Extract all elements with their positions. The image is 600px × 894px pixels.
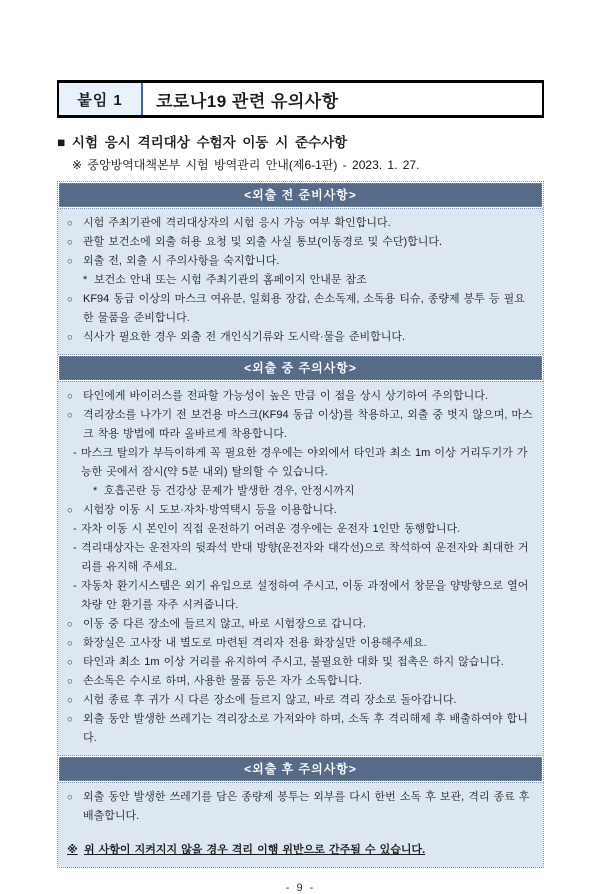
guideline-section (58, 356, 543, 756)
list-item-text: KF94 동급 이상의 마스크 여유분, 일회용 장갑, 손소독제, 소독용 티슈, 종량제 봉투 등 필요한 물품을 준비합니다. (83, 293, 525, 324)
page-title: 코로나19 관련 유의사항 (156, 91, 339, 111)
bullet-icon: ○ (67, 619, 73, 630)
list-item-text: 격리대상자는 운전자의 뒷좌석 반대 방향(운전자와 대각선)으로 착석하여 운전자와 최대한 거리를 유지해 주세요. (81, 542, 529, 573)
list-item (67, 328, 534, 347)
attachment-badge: 붙임 1 (59, 83, 143, 115)
list-item-text: 시험장 이동 시 도보·자차·방역택시 등을 이용합니다. (83, 504, 337, 516)
page-number: - 9 - (285, 882, 316, 894)
bullet-icon: ○ (67, 695, 73, 706)
list-item (67, 841, 534, 860)
guideline-section (58, 757, 543, 867)
list-item-text: 시험 주최기관에 격리대상자의 시험 응시 가능 여부 확인합니다. (83, 217, 391, 229)
list-item (73, 577, 534, 615)
list-item (83, 271, 534, 290)
bullet-icon: ○ (67, 410, 73, 421)
list-item (67, 501, 534, 520)
list-item (67, 672, 534, 691)
list-item (67, 233, 534, 252)
bullet-icon: ○ (67, 676, 73, 687)
guideline-section (58, 183, 543, 355)
list-item-text: 타인과 최소 1m 이상 거리를 유지하여 주시고, 불필요한 대화 및 접촉은 하지 않습니다. (83, 656, 504, 668)
list-item-text: 손소독은 수시로 하며, 사용한 물품 등은 자가 소독합니다. (83, 675, 362, 687)
section-header: <외출 중 주의사항> (59, 356, 542, 380)
list-item-text: 화장실은 고사장 내 별도로 마련된 격리자 전용 화장실만 이용해주세요. (83, 637, 427, 649)
list-item (73, 444, 534, 482)
bullet-icon: ○ (67, 657, 73, 668)
list-item-text: 자동차 환기시스템은 외기 유입으로 설정하여 주시고, 이동 과정에서 창문을 양방향으로 열어 차량 안 환기를 자주 시켜줍니다. (81, 580, 529, 611)
section-header: <외출 후 주의사항> (59, 757, 542, 781)
list-item-text: 외출 전, 외출 시 주의사항을 숙지합니다. (83, 255, 280, 267)
bullet-icon: ○ (67, 792, 73, 803)
bullet-icon: - (73, 523, 77, 535)
bullet-icon: ○ (67, 714, 73, 725)
list-item (67, 634, 534, 653)
list-item-text: 시험 종료 후 귀가 시 다른 장소에 들르지 않고, 바로 격리 장소로 돌아갑니다. (83, 694, 457, 706)
guideline-table (57, 181, 544, 868)
list-item (73, 539, 534, 577)
list-item-text: 외출 동안 발생한 쓰레기를 담은 종량제 봉투는 외부를 다시 한번 소독 후 보관, 격리 종료 후 배출합니다. (83, 791, 530, 822)
reference-note: ※ 중앙방역대책본부 시험 방역관리 안내(제6-1판) - 2023. 1. 27. (72, 158, 420, 172)
list-item (67, 214, 534, 233)
list-item-text: 자차 이동 시 본인이 직접 운전하기 어려운 경우에는 운전자 1인만 동행합니다. (81, 523, 461, 535)
bullet-icon: - (73, 580, 77, 592)
section-heading: ■ 시험 응시 격리대상 수험자 이동 시 준수사항 (57, 135, 348, 150)
bullet-icon: * (83, 274, 88, 286)
list-item-text: 타인에게 바이러스를 전파할 가능성이 높은 만큼 이 점을 상시 상기하여 주의합니다. (83, 390, 488, 402)
list-item (67, 406, 534, 444)
section-content (58, 782, 543, 867)
bullet-icon: - (73, 447, 77, 459)
list-item-text: 마스크 탈의가 부득이하게 꼭 필요한 경우에는 야외에서 타인과 최소 1m 이상 거리두기가 가능한 곳에서 잠시(약 5분 내외) 탈의할 수 있습니다. (81, 447, 528, 478)
list-item (67, 788, 534, 826)
document-body (57, 80, 544, 894)
list-item (67, 252, 534, 271)
list-item-text: 보건소 안내 또는 시험 주최기관의 홈페이지 안내문 참조 (94, 274, 367, 286)
list-item (67, 290, 534, 328)
list-item (67, 691, 534, 710)
bullet-icon: * (93, 485, 98, 497)
list-item-text: 격리장소를 나가기 전 보건용 마스크(KF94 동급 이상)를 착용하고, 외출 중 벗지 않으며, 마스크 착용 방법에 따라 올바르게 착용합니다. (83, 409, 533, 440)
list-item-text: 관할 보건소에 외출 허용 요청 및 외출 사실 통보(이동경로 및 수단)합니다. (83, 236, 443, 248)
list-item-text: 위 사항이 지켜지지 않을 경우 격리 이행 위반으로 간주될 수 있습니다. (84, 844, 426, 856)
list-item-text: 외출 동안 발생한 쓰레기는 격리장소로 가져와야 하며, 소독 후 격리해제 후 배출하여야 합니다. (83, 713, 528, 744)
list-item (67, 710, 534, 748)
bullet-icon: ※ (67, 844, 78, 856)
bullet-icon: - (73, 542, 77, 554)
list-item (67, 387, 534, 406)
bullet-icon: ○ (67, 256, 73, 267)
list-item-text: 식사가 필요한 경우 외출 전 개인식기류와 도시락·물을 준비합니다. (83, 331, 406, 343)
list-item (67, 653, 534, 672)
list-item (73, 520, 534, 539)
bullet-icon: ○ (67, 391, 73, 402)
list-item (93, 482, 534, 501)
list-item-text: 호흡곤란 등 건강상 문제가 발생한 경우, 안정시까지 (104, 485, 355, 497)
bullet-icon: ○ (67, 294, 73, 305)
attachment-title-box (57, 80, 544, 118)
section-header: <외출 전 준비사항> (59, 183, 542, 207)
section-content (58, 381, 543, 756)
bullet-icon: ○ (67, 332, 73, 343)
bullet-icon: ○ (67, 218, 73, 229)
bullet-icon: ○ (67, 237, 73, 248)
list-item (67, 615, 534, 634)
bullet-icon: ○ (67, 505, 73, 516)
bullet-icon: ○ (67, 638, 73, 649)
list-item-text: 이동 중 다른 장소에 들르지 않고, 바로 시험장으로 갑니다. (83, 618, 366, 630)
section-content (58, 208, 543, 355)
